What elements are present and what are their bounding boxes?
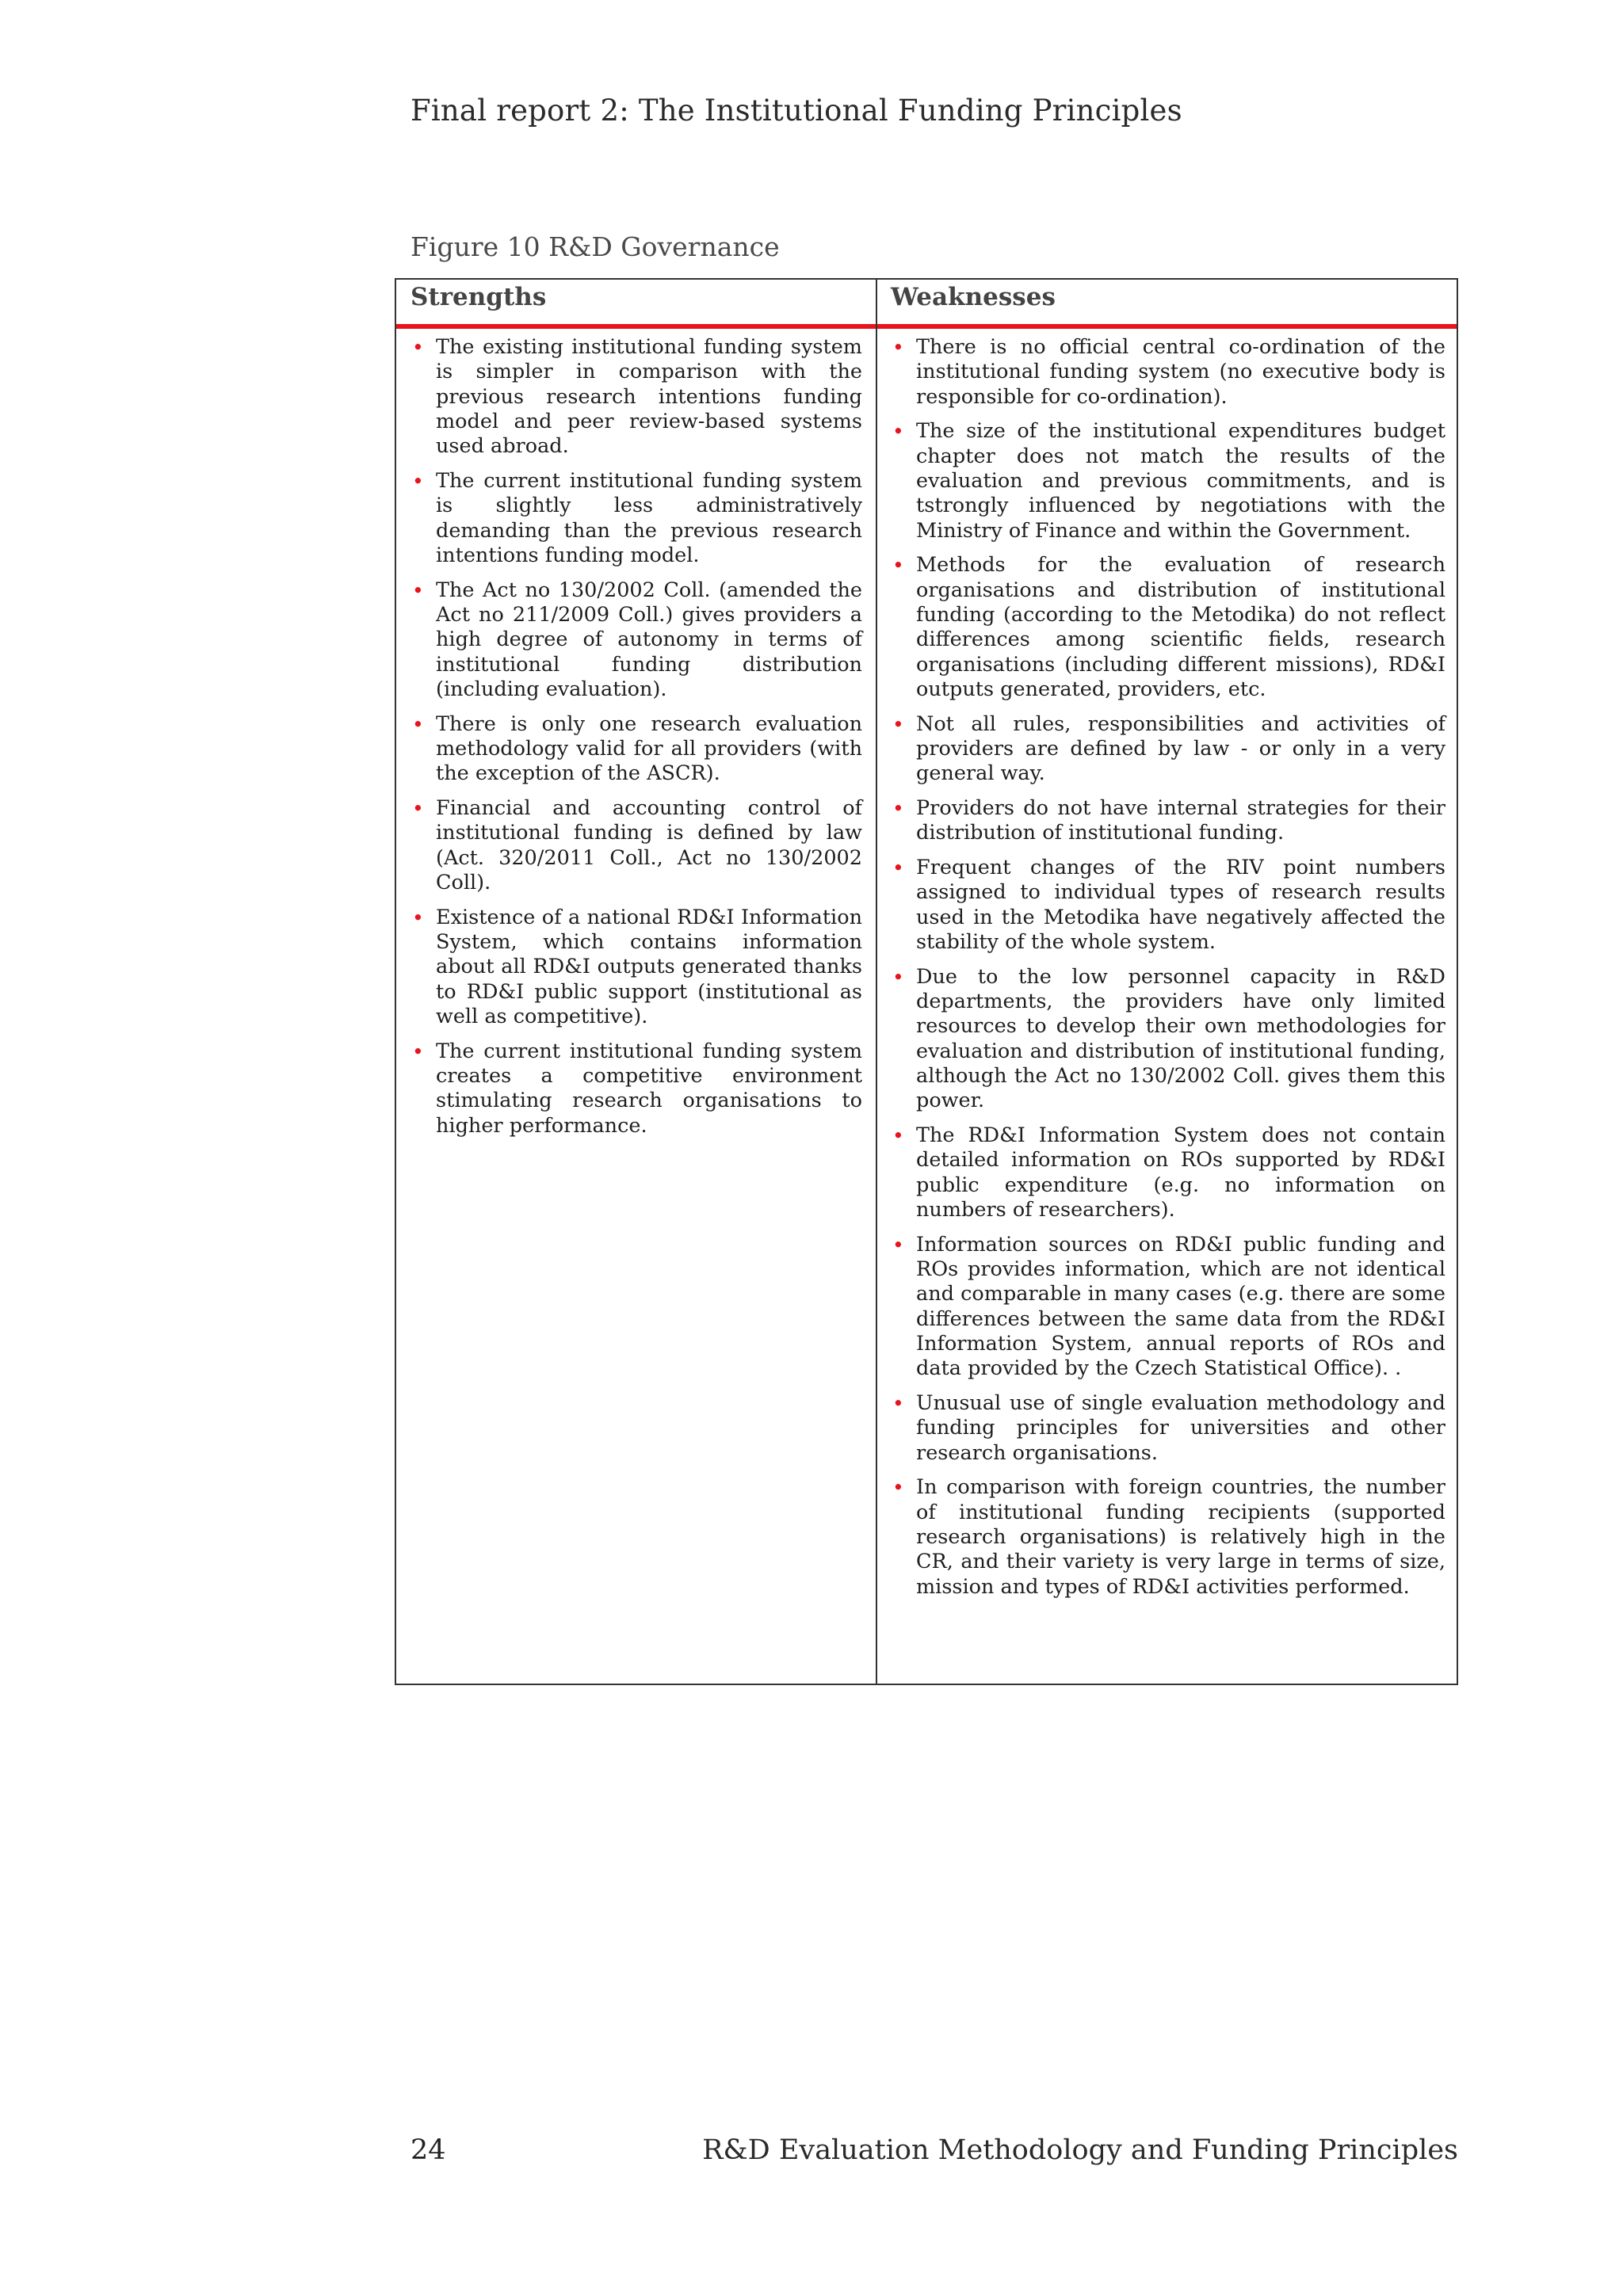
strength-item <box>411 335 862 459</box>
bullet-icon: • <box>412 1039 424 1063</box>
strength-item-text: The Act no 130/2002 Coll. (amended the Act no 211/2009 Coll.) gives providers a high degree of autonomy in terms of institutional funding distribution (including evaluation). <box>436 578 862 701</box>
bullet-icon: • <box>412 712 424 736</box>
strengths-list <box>411 335 862 1148</box>
strength-item-text: Financial and accounting control of institutional funding is defined by law (Act. 320/2011 Coll., Act no 130/2002 Coll). <box>436 796 862 894</box>
bullet-icon: • <box>412 336 424 359</box>
strengths-heading: Strengths <box>411 283 547 311</box>
weakness-item <box>891 712 1445 787</box>
strength-item-text: The existing institutional funding system is simpler in comparison with the previous research intentions funding model and peer review-based systems used abroad. <box>436 335 862 459</box>
strength-item-text: Existence of a national RD&I Information System, which contains information about all RD&I outputs generated thanks to RD&I public support (institutional as well as competitive). <box>436 905 862 1028</box>
table-header-row <box>396 280 1457 329</box>
bullet-icon: • <box>892 797 904 821</box>
bullet-icon: • <box>412 469 424 493</box>
bullet-icon: • <box>892 420 904 444</box>
weakness-item <box>891 856 1445 955</box>
weakness-item <box>891 1391 1445 1466</box>
bullet-icon: • <box>892 712 904 736</box>
bullet-icon: • <box>892 1233 904 1257</box>
strength-item <box>411 1039 862 1138</box>
bullet-icon: • <box>892 965 904 989</box>
bullet-icon: • <box>892 1392 904 1416</box>
weakness-item-text: Not all rules, responsibilities and activities of providers are defined by law - or only in a very general way. <box>916 711 1445 786</box>
weakness-item <box>891 419 1445 543</box>
bullet-icon: • <box>412 797 424 821</box>
footer-title: R&D Evaluation Methodology and Funding Principles <box>702 2134 1458 2166</box>
column-divider <box>876 280 877 1684</box>
weakness-item-text: Providers do not have internal strategies for their distribution of institutional funding. <box>916 796 1445 845</box>
weakness-item-text: Frequent changes of the RIV point numbers assigned to individual types of research results used in the Metodika have negatively affected the stability of the whole system. <box>916 856 1445 955</box>
weakness-item-text: Unusual use of single evaluation methodology and funding principles for universities and other research organisations. <box>916 1391 1445 1465</box>
strength-item <box>411 578 862 702</box>
figure-caption: Figure 10 R&D Governance <box>411 231 780 262</box>
strength-item <box>411 906 862 1029</box>
weakness-item-text: Information sources on RD&I public funding and ROs provides information, which are not identical and comparable in many cases (e.g. there are some differences between the same data from the RD&I Information System, annual reports of ROs and data provided by the Czech Statistical Office). . <box>916 1232 1445 1381</box>
strength-item <box>411 712 862 787</box>
weakness-item-text: In comparison with foreign countries, the number of institutional funding recipients (supported research organisations) is relatively high in the CR, and their variety is very large in terms of size, mission and types of RD&I activities performed. <box>916 1475 1445 1599</box>
weakness-item <box>891 965 1445 1114</box>
strength-item <box>411 469 862 568</box>
weakness-item-text: Due to the low personnel capacity in R&D departments, the providers have only limited resources to develop their own methodologies for evaluation and distribution of institutional funding, although the Act no 130/2002 Coll. gives them this power. <box>916 964 1445 1113</box>
bullet-icon: • <box>892 856 904 880</box>
strength-item-text: There is only one research evaluation methodology valid for all providers (with the exception of the ASCR). <box>436 711 862 786</box>
strength-item <box>411 796 862 895</box>
running-header: Final report 2: The Institutional Funding Principles <box>411 93 1182 128</box>
weakness-item <box>891 1123 1445 1222</box>
weakness-item <box>891 1475 1445 1599</box>
weakness-item <box>891 335 1445 410</box>
weakness-item <box>891 1233 1445 1382</box>
strength-item-text: The current institutional funding system creates a competitive environment stimulating research organisations to higher performance. <box>436 1039 862 1138</box>
strengths-weaknesses-table <box>395 278 1458 1685</box>
weakness-item <box>891 553 1445 702</box>
weakness-item <box>891 796 1445 846</box>
weaknesses-heading: Weaknesses <box>891 283 1056 311</box>
bullet-icon: • <box>412 578 424 602</box>
bullet-icon: • <box>412 906 424 929</box>
weakness-item-text: The RD&I Information System does not contain detailed information on ROs supported by RD&I public expenditure (e.g. no information on numbers of researchers). <box>916 1123 1445 1222</box>
page-number: 24 <box>411 2134 446 2166</box>
weakness-item-text: The size of the institutional expenditures budget chapter does not match the results of the evaluation and previous commitments, and is tstrongly influenced by negotiations with the Ministry of Finance and within the Government. <box>916 419 1445 543</box>
bullet-icon: • <box>892 554 904 578</box>
bullet-icon: • <box>892 336 904 359</box>
bullet-icon: • <box>892 1124 904 1148</box>
strength-item-text: The current institutional funding system is slightly less administratively demanding than the previous research intentions funding model. <box>436 468 862 567</box>
weaknesses-list <box>891 335 1445 1609</box>
weakness-item-text: There is no official central co-ordination of the institutional funding system (no executive body is responsible for co-ordination). <box>916 335 1445 409</box>
weakness-item-text: Methods for the evaluation of research organisations and distribution of institutional funding (according to the Metodika) do not reflect differences among scientific fields, research organisations (including different missions), RD&I outputs generated, providers, etc. <box>916 553 1445 701</box>
bullet-icon: • <box>892 1476 904 1500</box>
